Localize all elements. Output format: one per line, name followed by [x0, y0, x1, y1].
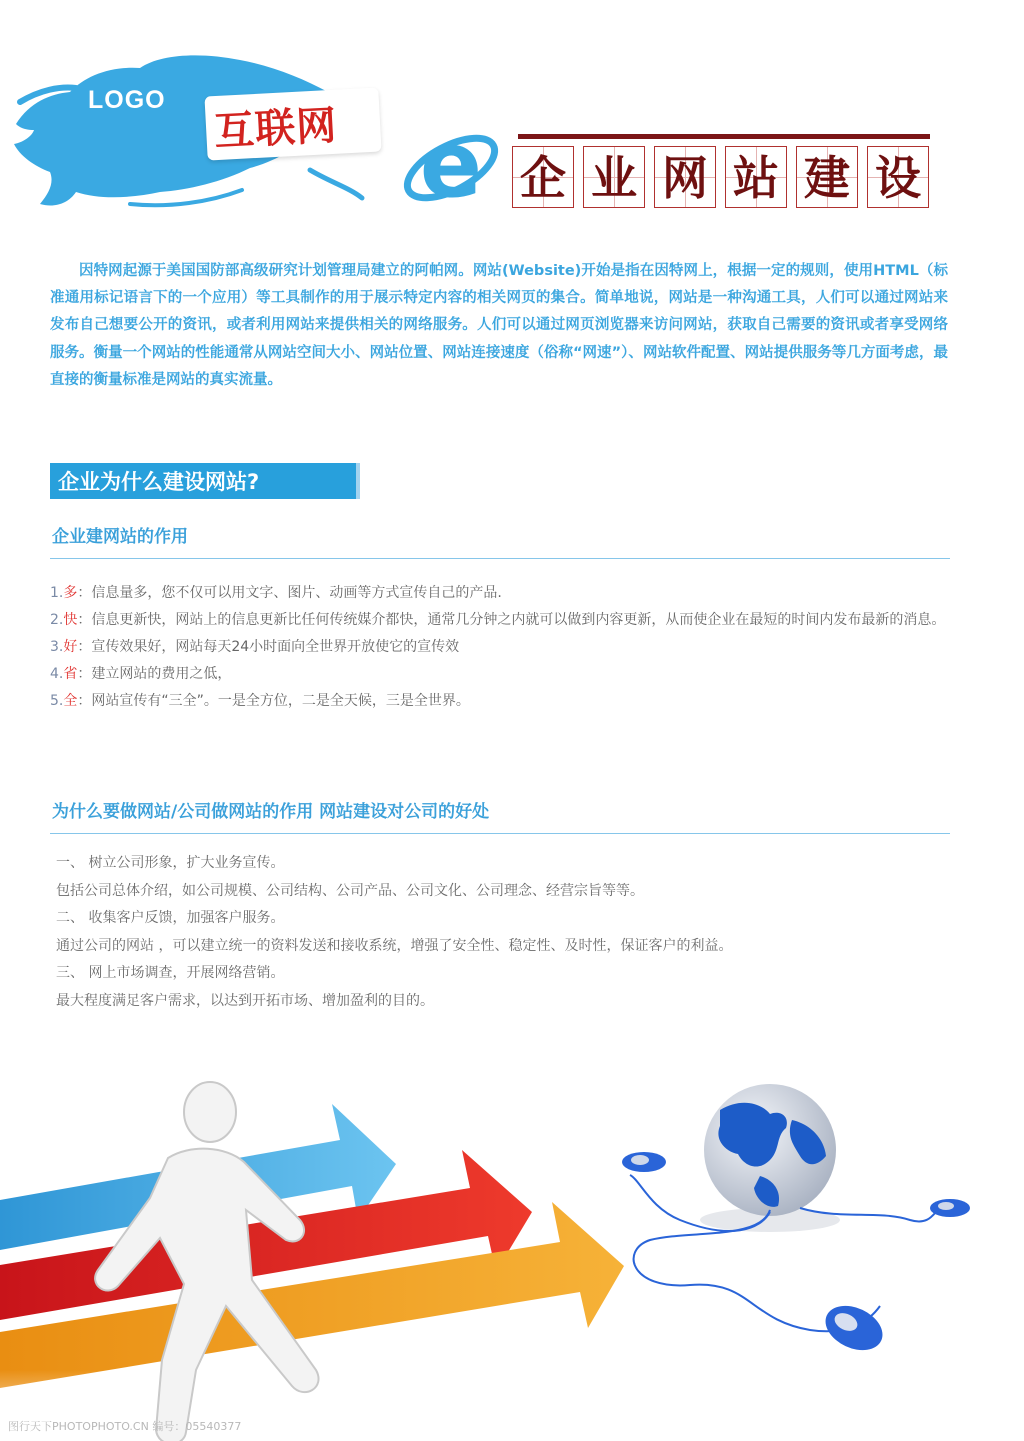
item-text: ：建立网站的费用之低， — [77, 666, 232, 682]
item-number: 4. — [50, 666, 64, 682]
title-rule — [518, 134, 930, 139]
list-item: 二、 收集客户反馈，加强客户服务。 — [56, 910, 285, 927]
title-char: 设 — [867, 146, 929, 208]
item-number: 2. — [50, 612, 64, 628]
item-keyword: 多 — [63, 585, 78, 601]
function-list — [50, 580, 950, 715]
list-item: 包括公司总体介绍，如公司规模、公司结构、公司产品、公司文化、公司理念、经营宗旨等等。 — [56, 882, 644, 899]
svg-text:e: e — [419, 112, 483, 218]
title-char: 网 — [654, 146, 716, 208]
item-number: 3. — [50, 639, 64, 655]
list-item — [50, 688, 950, 715]
list-item: 一、 树立公司形象，扩大业务宣传。 — [56, 855, 285, 871]
list-item: 三、 网上市场调查，开展网络营销。 — [56, 965, 285, 982]
intro-paragraph: 因特网起源于美国国防部高级研究计划管理局建立的阿帕网。网站(Website)开始是指在因特网上，根据一定的规则，使用HTML（标准通用标记语言下的一个应用）等工具制作的用于展示特定内容的相关网页的集合。简单地说，网站是一种沟通工具，人们可以通过网站来发布自己想要公开的资讯，或者利用网站来提供相关的网络服务。人们可以通过网页浏览器来访问网站，获取自己需要的资讯或者享受网络服务。衡量一个网站的性能通常从网站空间大小、网站位置、网站连接速度（俗称“网速”）、网站软件配置、网站提供服务等几方面考虑，最直接的衡量标准是网站的真实流量。 — [50, 263, 948, 388]
section-banner-edge — [356, 463, 360, 499]
title-char: 站 — [725, 146, 787, 208]
item-keyword: 快 — [63, 612, 78, 628]
subhead-website-function: 企业建网站的作用 — [52, 527, 188, 547]
list-item — [50, 580, 950, 607]
subhead-website-benefits: 为什么要做网站/公司做网站的作用 网站建设对公司的好处 — [52, 802, 490, 822]
item-number: 5. — [50, 693, 64, 709]
globe-network-illustration — [610, 1080, 1024, 1380]
item-keyword: 好 — [63, 639, 78, 655]
item-keyword: 省 — [63, 666, 78, 682]
item-text: ：宣传效果好，网站每天24小时面向全世界开放使它的宣传效 — [77, 639, 460, 655]
section-divider — [50, 558, 950, 559]
list-item — [50, 661, 950, 688]
section-banner-title: 企业为什么建设网站? — [58, 470, 260, 494]
browser-e-icon — [396, 112, 506, 222]
benefit-list — [56, 850, 946, 1016]
item-keyword: 全 — [63, 693, 78, 709]
logo-text: LOGO — [88, 86, 166, 114]
list-item: 通过公司的网站 ，可以建立统一的资料发送和接收系统，增强了安全性、稳定性、及时性，保证客户的利益。 — [56, 937, 733, 954]
runner-arrows-illustration — [0, 1070, 660, 1441]
item-text: ：信息量多，您不仅可以用文字、图片、动画等方式宣传自己的产品. — [77, 585, 502, 601]
item-text: ：网站宣传有“三全”。一是全方位，二是全天候，三是全世界。 — [77, 693, 470, 709]
title-char: 企 — [512, 146, 574, 208]
list-item — [50, 607, 950, 634]
page-title — [512, 146, 930, 208]
section-divider — [50, 833, 950, 834]
watermark-footer: 图行天下PHOTOPHOTO.CN 编号：05540377 — [8, 1420, 242, 1433]
title-char: 建 — [796, 146, 858, 208]
item-text: ：信息更新快，网站上的信息更新比任何传统媒介都快，通常几分钟之内就可以做到内容更新，从而使企业在最短的时间内发布最新的消息。 — [77, 612, 946, 628]
item-number: 1. — [50, 585, 64, 601]
list-item: 最大程度满足客户需求，以达到开拓市场、增加盈利的目的。 — [56, 992, 434, 1009]
brand-text: 互联网 — [213, 102, 339, 156]
title-char: 业 — [583, 146, 645, 208]
mouse-icon — [622, 1152, 666, 1172]
list-item — [50, 634, 950, 661]
